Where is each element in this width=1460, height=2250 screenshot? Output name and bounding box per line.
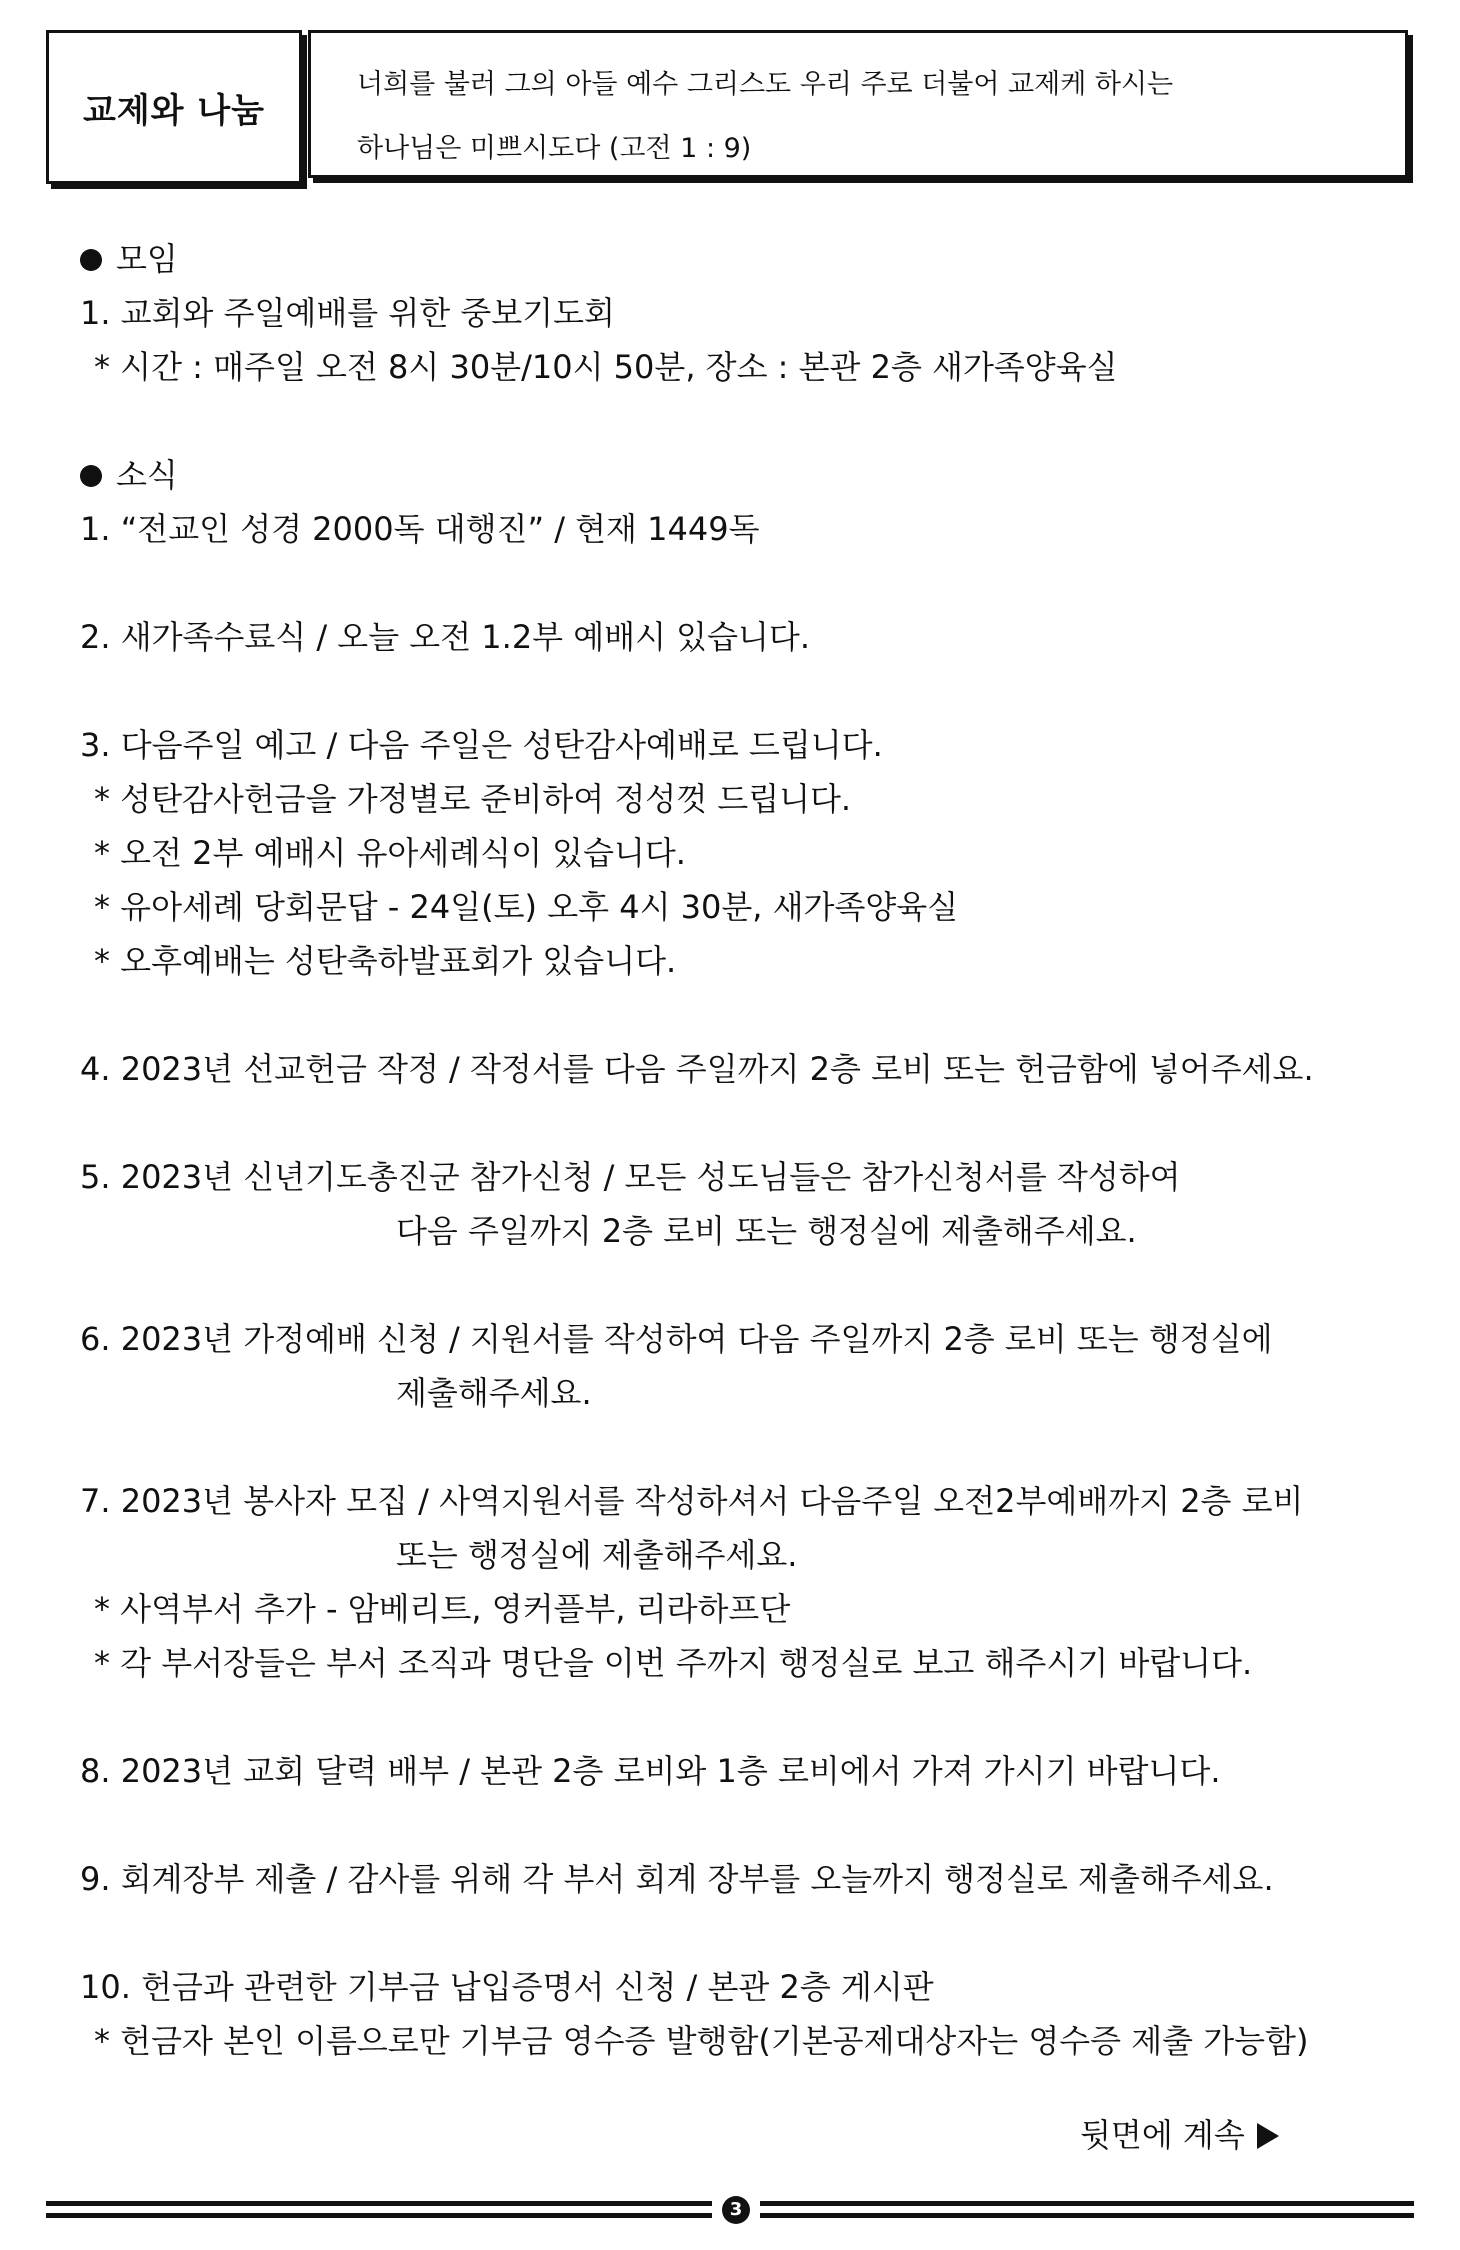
footer-rule-left	[46, 2213, 712, 2218]
continue-on-back	[1080, 2110, 1279, 2156]
right-triangle-icon	[1257, 2123, 1279, 2149]
meeting-heading: 모임	[80, 232, 1410, 286]
bible-verse-box	[308, 30, 1408, 178]
bullet-icon	[80, 465, 102, 487]
news-item-7-note: * 각 부서장들은 부서 조직과 명단을 이번 주까지 행정실로 보고 해주시기 바랍니다.	[94, 1644, 1253, 1682]
news-item-3-note: * 유아세례 당회문답 - 24일(토) 오후 4시 30분, 새가족양육실	[94, 888, 959, 926]
news-item-4: 4. 2023년 선교헌금 작정 / 작정서를 다음 주일까지 2층 로비 또는 헌금함에 넣어주세요.	[80, 1050, 1314, 1088]
news-item-6-continued: 제출해주세요.	[396, 1374, 592, 1412]
news-heading: 소식	[80, 448, 1410, 502]
news-item-10: 10. 헌금과 관련한 기부금 납입증명서 신청 / 본관 2층 게시판	[80, 1968, 934, 2006]
news-item-7-note: * 사역부서 추가 - 암베리트, 영커플부, 리라하프단	[94, 1590, 791, 1628]
verse-line-2: 하나님은 미쁘시도다 (고전 1 : 9)	[357, 133, 752, 164]
news-item-3-note: * 오전 2부 예배시 유아세례식이 있습니다.	[94, 834, 686, 872]
meeting-item: 1. 교회와 주일예배를 위한 중보기도회	[80, 294, 615, 332]
news-item-5: 5. 2023년 신년기도총진군 참가신청 / 모든 성도님들은 참가신청서를 작성하여	[80, 1158, 1181, 1196]
news-item-3: 3. 다음주일 예고 / 다음 주일은 성탄감사예배로 드립니다.	[80, 726, 883, 764]
news-item-3-note: * 성탄감사헌금을 가정별로 준비하여 정성껏 드립니다.	[94, 780, 852, 818]
news-item-2: 2. 새가족수료식 / 오늘 오전 1.2부 예배시 있습니다.	[80, 618, 810, 656]
news-item-1: 1. “전교인 성경 2000독 대행진” / 현재 1449독	[80, 510, 760, 548]
news-item-3-note: * 오후예배는 성탄축하발표회가 있습니다.	[94, 942, 677, 980]
verse-line-1: 너희를 불러 그의 아들 예수 그리스도 우리 주로 더불어 교제케 하시는	[357, 69, 1174, 100]
header	[46, 30, 1414, 182]
news-item-7-continued: 또는 행정실에 제출해주세요.	[396, 1536, 798, 1574]
section-title: 교제와 나눔	[82, 90, 266, 131]
footer-rule-right	[760, 2201, 1414, 2206]
news-item-10-note: * 헌금자 본인 이름으로만 기부금 영수증 발행함(기본공제대상자는 영수증 제출 가능함)	[94, 2022, 1309, 2060]
bullet-icon	[80, 249, 102, 271]
continue-label: 뒷면에 계속	[1080, 2116, 1245, 2154]
page-number: 3	[722, 2196, 750, 2224]
news-item-7: 7. 2023년 봉사자 모집 / 사역지원서를 작성하셔서 다음주일 오전2부예배까지 2층 로비	[80, 1482, 1304, 1520]
news-item-6: 6. 2023년 가정예배 신청 / 지원서를 작성하여 다음 주일까지 2층 로비 또는 행정실에	[80, 1320, 1273, 1358]
footer-rule-right	[760, 2213, 1414, 2218]
news-item-9: 9. 회계장부 제출 / 감사를 위해 각 부서 회계 장부를 오늘까지 행정실로 제출해주세요.	[80, 1860, 1274, 1898]
footer-rule-left	[46, 2201, 712, 2206]
page-footer	[46, 2196, 1414, 2224]
section-title-box	[46, 30, 302, 184]
meeting-note: * 시간 : 매주일 오전 8시 30분/10시 50분, 장소 : 본관 2층 새가족양육실	[94, 348, 1118, 386]
news-item-5-continued: 다음 주일까지 2층 로비 또는 행정실에 제출해주세요.	[396, 1212, 1137, 1250]
news-item-8: 8. 2023년 교회 달력 배부 / 본관 2층 로비와 1층 로비에서 가져 가시기 바랍니다.	[80, 1752, 1221, 1790]
announcement-content	[80, 232, 1410, 2068]
